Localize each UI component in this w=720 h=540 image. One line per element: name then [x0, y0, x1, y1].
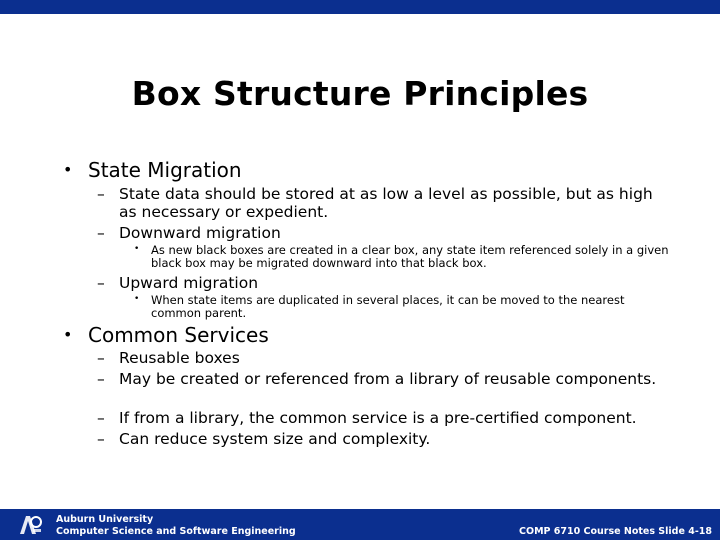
- dash-icon: –: [97, 224, 105, 242]
- dash-icon: –: [97, 274, 105, 292]
- small-bullet-icon: •: [134, 244, 140, 254]
- dash-icon: –: [97, 349, 105, 367]
- small-bullet-icon: •: [134, 294, 140, 304]
- bullet-icon: •: [63, 325, 73, 344]
- sub-item-text: Reusable boxes: [119, 349, 240, 367]
- footer-bar: [0, 509, 720, 540]
- footer-university: Auburn University: [56, 514, 154, 525]
- sub-item-text: May be created or referenced from a library of reusable components.: [119, 370, 657, 388]
- sub-sub-item-text: When state items are duplicated in several places, it can be moved to the nearest common parent.: [151, 293, 625, 320]
- footer-department: Computer Science and Software Engineering: [56, 526, 296, 537]
- bullet-icon: •: [63, 160, 73, 179]
- slide-title: Box Structure Principles: [131, 74, 589, 113]
- dash-icon: –: [97, 370, 105, 388]
- bullet-label: Common Services: [88, 323, 269, 347]
- sub-item-text: State data should be stored at as low a level as possible, but as high as necessary or expedient.: [119, 185, 653, 221]
- dash-icon: –: [97, 409, 105, 427]
- dash-icon: –: [97, 430, 105, 448]
- sub-sub-item-text: As new black boxes are created in a clear box, any state item referenced solely in a given black box may be migrated downward into that black box.: [151, 243, 669, 270]
- top-bar: [0, 0, 720, 14]
- sub-item-text: Downward migration: [119, 224, 281, 242]
- sub-item-text: If from a library, the common service is a pre-certified component.: [119, 409, 637, 427]
- footer-slide-number: COMP 6710 Course Notes Slide 4-18: [519, 526, 712, 537]
- sub-item-text: Can reduce system size and complexity.: [119, 430, 431, 448]
- bullet-label: State Migration: [88, 158, 242, 182]
- dash-icon: –: [97, 185, 105, 203]
- sub-item-text: Upward migration: [119, 274, 259, 292]
- auburn-logo-icon: [16, 512, 44, 538]
